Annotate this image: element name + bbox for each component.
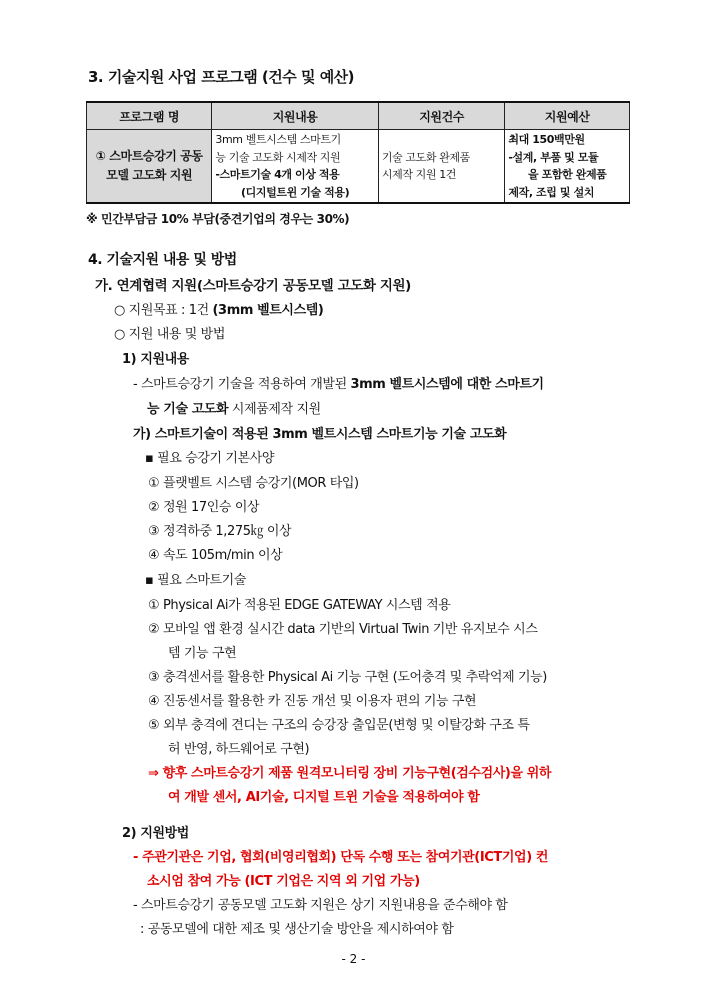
content-line: -스마트기술 4개 이상 적용 [215, 168, 340, 181]
content-line: 능 기술 고도화 시제작 지원 [215, 150, 341, 164]
support-count-cell [378, 130, 505, 204]
support-goal-value: (3mm 벨트시스템) [212, 303, 324, 318]
item2-requirement-cont: 소시엄 참여 가능 (ICT 기업은 지역 외 기업 가능) [147, 874, 420, 889]
program-table [86, 101, 630, 204]
item2-title: 2) 지원방법 [122, 826, 189, 841]
tech-item: ② 모바일 앱 환경 실시간 data 기반의 Virtual Twin 기반 유지보수 시스 [148, 622, 538, 637]
item1-description-emphasis: 능 기술 고도화 [147, 402, 229, 417]
table-header-content: 지원내용 [212, 102, 378, 130]
tech-item-cont: 템 기능 구현 [168, 646, 237, 661]
item1-title: 1) 지원내용 [122, 352, 189, 367]
page-number: - 2 - [341, 952, 366, 966]
item1-description-text: 시제품제작 지원 [228, 402, 321, 417]
program-name-cell [87, 130, 212, 204]
subsection-ga-heading: 가) 스마트기술이 적용된 3mm 벨트시스템 스마트기능 기술 고도화 [133, 427, 507, 442]
budget-line: 제작, 조립 및 설치 [508, 185, 595, 199]
spec-item: ③ 정격하중 1,275㎏ 이상 [148, 524, 292, 539]
spec-item: ② 정원 17인승 이상 [148, 500, 260, 515]
item1-description-cont [147, 398, 321, 417]
budget-line: 을 포함한 완제품 [527, 168, 607, 181]
spec-item: ④ 속도 105m/min 이상 [148, 548, 283, 563]
item1-description [133, 373, 544, 392]
item1-description-text: - 스마트승강기 기술을 적용하여 개발된 [133, 377, 351, 392]
item2-line: - 스마트승강기 공동모델 고도화 지원은 상기 지원내용을 준수해야 함 [133, 898, 508, 913]
content-line: (디지털트윈 기술 적용) [241, 185, 350, 199]
item2-line: : 공동모델에 대한 제조 및 생산기술 방안을 제시하여야 함 [140, 922, 454, 937]
count-line: 기술 고도화 완제품 [381, 150, 470, 164]
tech-item: ① Physical Ai가 적용된 EDGE GATEWAY 시스템 적용 [148, 598, 451, 613]
tech-title: ▪ 필요 스마트기술 [145, 573, 246, 588]
spec-item: ① 플랫벨트 시스템 승강기(MOR 타입) [148, 476, 359, 491]
support-method-label: ○ 지원 내용 및 방법 [114, 327, 225, 342]
table-header-program: 프로그램 명 [87, 102, 212, 130]
tech-item-cont: 허 반영, 하드웨어로 구현) [168, 742, 310, 757]
subsection-a-heading: 가. 연계협력 지원(스마트승강기 공동모델 고도화 지원) [95, 278, 411, 294]
item1-description-emphasis: 3mm 벨트시스템에 대한 스마트기 [350, 377, 544, 392]
tech-item: ④ 진동센서를 활용한 카 진동 개선 및 이용자 편의 기능 구현 [148, 694, 477, 709]
table-header-row [87, 102, 630, 130]
section4-heading: 4. 기술지원 내용 및 방법 [88, 252, 237, 268]
table-header-count: 지원건수 [378, 102, 505, 130]
count-line: 시제작 지원 1건 [381, 168, 457, 181]
tech-item: ③ 충격센서를 활용한 Physical Ai 기능 구현 (도어충격 및 추락억제 기능) [148, 670, 547, 685]
requirement-arrow-note: ⇒ 향후 스마트승강기 제품 원격모니터링 장비 기능구현(검수검사)을 위하 [148, 766, 552, 781]
program-name-line: 모델 고도화 지원 [106, 168, 193, 182]
spec-title: ▪ 필요 승강기 기본사양 [145, 451, 275, 466]
table-row [87, 130, 630, 204]
requirement-arrow-note-cont: 여 개발 센서, AI기술, 디지털 트윈 기술을 적용하여야 함 [168, 790, 480, 805]
section3-heading: 3. 기술지원 사업 프로그램 (건수 및 예산) [88, 68, 355, 86]
support-goal [114, 299, 323, 318]
content-line: 3mm 벨트시스템 스마트기 [215, 133, 341, 146]
cost-share-note: ※ 민간부담금 10% 부담(중견기업의 경우는 30%) [86, 212, 350, 226]
budget-line: -설계, 부품 및 모듈 [508, 150, 599, 164]
program-name-line: ① 스마트승강기 공동 [95, 149, 203, 163]
tech-item: ⑤ 외부 충격에 견디는 구조의 승강장 출입문(변형 및 이탈강화 구조 특 [148, 718, 530, 733]
support-goal-label: ○ 지원목표 : 1건 [114, 303, 213, 318]
support-content-cell [212, 130, 378, 204]
table-header-budget: 지원예산 [505, 102, 630, 130]
budget-line: 최대 150백만원 [508, 133, 585, 146]
item2-requirement: - 주관기관은 기업, 협회(비영리협회) 단독 수행 또는 참여기관(ICT기업) 컨 [133, 850, 549, 865]
support-budget-cell [505, 130, 630, 204]
